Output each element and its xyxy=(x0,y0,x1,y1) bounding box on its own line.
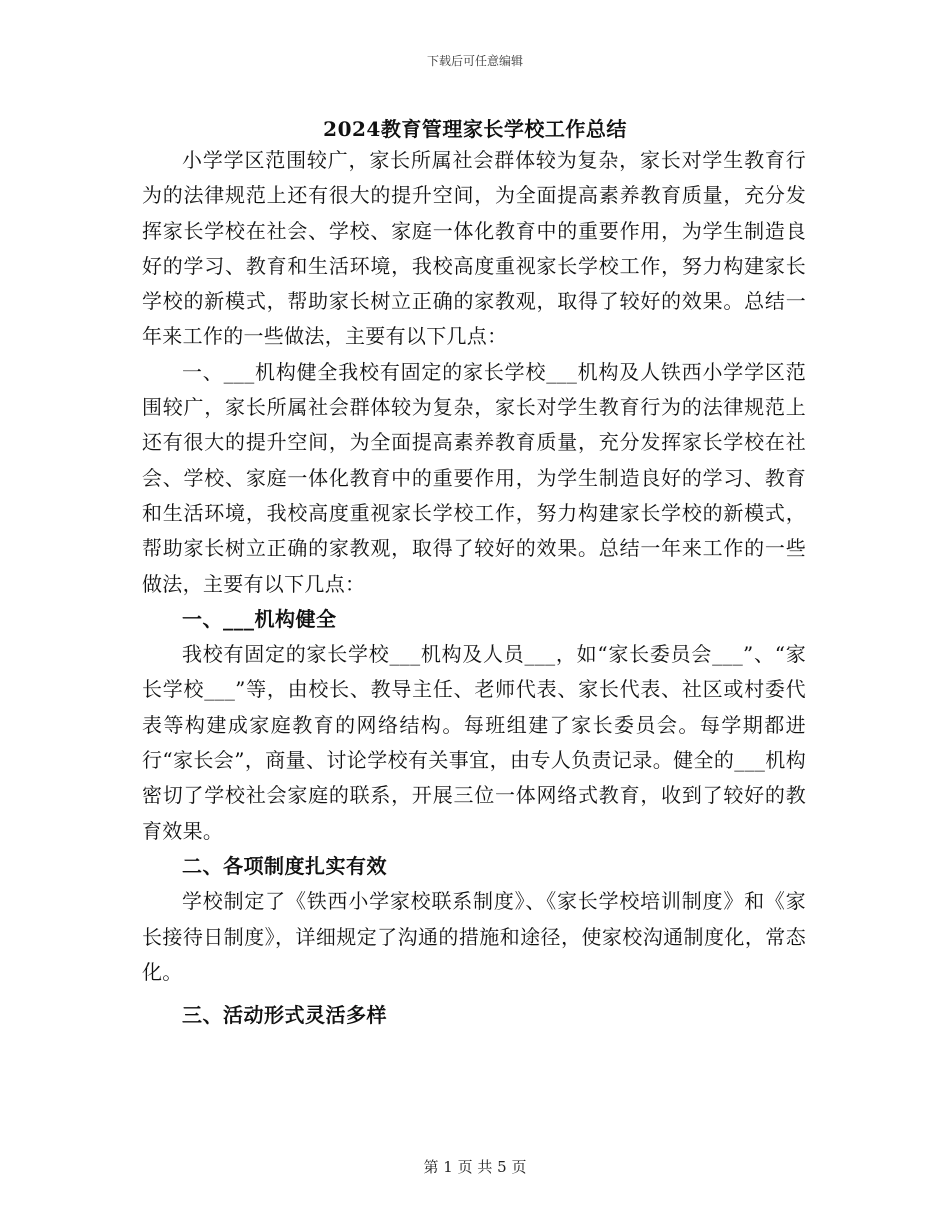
page-number: 第 1 页 共 5 页 xyxy=(423,1158,527,1176)
paragraph-3: 我校有固定的家长学校___机构及人员___，如“家长委员会___”、“家长学校___”等，由校长、教导主任、老师代表、家长代表、社区或村委代表等构建成家庭教育的网络结构。每班组建了家长委员会。每学期都进行“家长会”，商量、讨论学校有关事宜，由专人负责记录。健全的___机构密切了学校社会家庭的联系，开展三位一体网络式教育，收到了较好的教育效果。 xyxy=(142,642,806,843)
section-heading-3: 三、活动形式灵活多样 xyxy=(182,1003,387,1028)
document-body xyxy=(142,143,806,1033)
section-heading-2: 二、各项制度扎实有效 xyxy=(182,853,387,878)
intro-paragraph: 小学学区范围较广，家长所属社会群体较为复杂，家长对学生教育行为的法律规范上还有很大的提升空间，为全面提高素养教育质量，充分发挥家长学校在社会、学校、家庭一体化教育中的重要作用，为学生制造良好的学习、教育和生活环境，我校高度重视家长学校工作，努力构建家长学校的新模式，帮助家长树立正确的家教观，取得了较好的效果。总结一年来工作的一些做法，主要有以下几点： xyxy=(142,148,806,349)
header-note: 下载后可任意编辑 xyxy=(426,54,523,68)
paragraph-4: 学校制定了《铁西小学家校联系制度》、《家长学校培训制度》和《家长接待日制度》，详细规定了沟通的措施和途径，使家校沟通制度化，常态化。 xyxy=(142,889,806,984)
section-heading-1: 一、___机构健全 xyxy=(182,606,337,631)
paragraph-2: 一、___机构健全我校有固定的家长学校___机构及人铁西小学学区范围较广，家长所属社会群体较为复杂，家长对学生教育行为的法律规范上还有很大的提升空间，为全面提高素养教育质量，充分发挥家长学校在社会、学校、家庭一体化教育中的重要作用，为学生制造良好的学习、教育和生活环境，我校高度重视家长学校工作，努力构建家长学校的新模式，帮助家长树立正确的家教观，取得了较好的效果。总结一年来工作的一些做法，主要有以下几点： xyxy=(142,359,806,596)
document-title: 2024教育管理家长学校工作总结 xyxy=(323,117,627,141)
